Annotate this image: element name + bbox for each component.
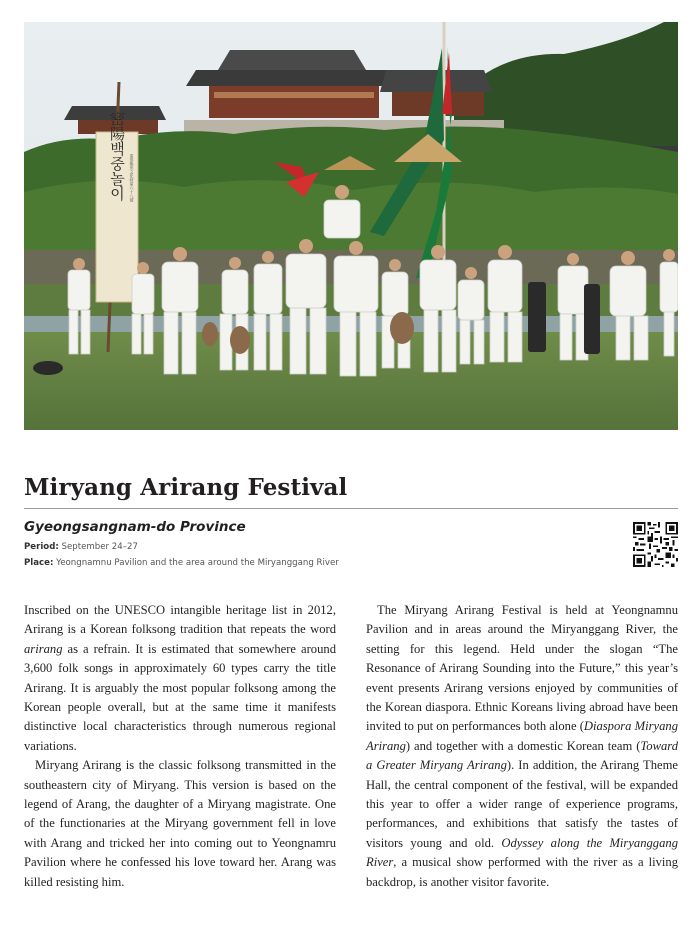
place-label: Place: bbox=[24, 558, 54, 568]
body-text-run: as a refrain. It is estimated that somewhere around 3,600 folk songs in approximately 60 types carry the title Arirang. It is arguably the most popular folksong among the Korean people overall, but at the same time it manifests distinctive local characteristics through numerous regional variations. bbox=[24, 641, 336, 753]
intro-paragraph bbox=[24, 601, 336, 756]
italic-title-text: arirang bbox=[24, 641, 63, 656]
banner-text: 密陽백중놀이 bbox=[108, 111, 126, 201]
body-text-run: ) and together with a domestic Korean team ( bbox=[405, 738, 641, 753]
period-line bbox=[24, 542, 138, 552]
body-text-run: , a musical show performed with the river as a living backdrop, is another visitor favorite. bbox=[366, 855, 678, 889]
italic-title-text: Odyssey along the Miryanggang River bbox=[366, 835, 678, 870]
body-text-run: Miryang Arirang is the classic folksong transmitted in the southeastern city of Miryang. This version is based on the legend of Arang, the daughter of a Miryang magistrate. One of the functionaries at the Miryang government fell in love with Arang and tricked her into coming out to Yeongnamru Pavilion where he confessed his love toward her. Arang was killed resisting him. bbox=[24, 758, 336, 889]
body-column-right bbox=[366, 601, 678, 892]
province-subtitle: Gyeongsangnam-do Province bbox=[24, 519, 246, 535]
place-value: Yeongnamnu Pavilion and the area around the Miryanggang River bbox=[56, 558, 339, 568]
period-value: September 24–27 bbox=[61, 542, 138, 552]
title-divider bbox=[24, 508, 678, 509]
period-label: Period: bbox=[24, 542, 59, 552]
italic-title-text: Toward a Greater Miryang Arirang bbox=[366, 738, 678, 773]
qr-code-icon[interactable] bbox=[633, 522, 678, 567]
place-line bbox=[24, 558, 339, 568]
body-text-run: The Miryang Arirang Festival is held at Yeongnamnu Pavilion and in areas around the Miryanggang River, the setting for this legend. Held under the slogan “The Resonance of Arirang Sounding into the Future,” this year’s event presents Arirang versions enjoyed by communities of the Korean diaspora. Ethnic Koreans living abroad have been invited to put on performances both alone ( bbox=[366, 603, 678, 734]
body-text-run: Inscribed on the UNESCO intangible heritage list in 2012, Arirang is a Korean folksong tradition that repeats the word bbox=[24, 603, 336, 637]
legend-paragraph bbox=[24, 756, 336, 892]
banner-subtext: 重要無形文化財第六十八號 bbox=[129, 154, 135, 202]
body-text-run: ). In addition, the Arirang Theme Hall, the central component of the festival, will be expanded this year to offer a wider range of experience programs, performances, and exhibitions that satisfy the tastes of visitors young and old. bbox=[366, 758, 678, 850]
body-column-left bbox=[24, 601, 336, 892]
italic-title-text: Diaspora Miryang Arirang bbox=[366, 719, 678, 753]
festival-paragraph bbox=[366, 601, 678, 892]
page-title: Miryang Arirang Festival bbox=[24, 474, 348, 501]
festival-photo bbox=[24, 22, 678, 430]
